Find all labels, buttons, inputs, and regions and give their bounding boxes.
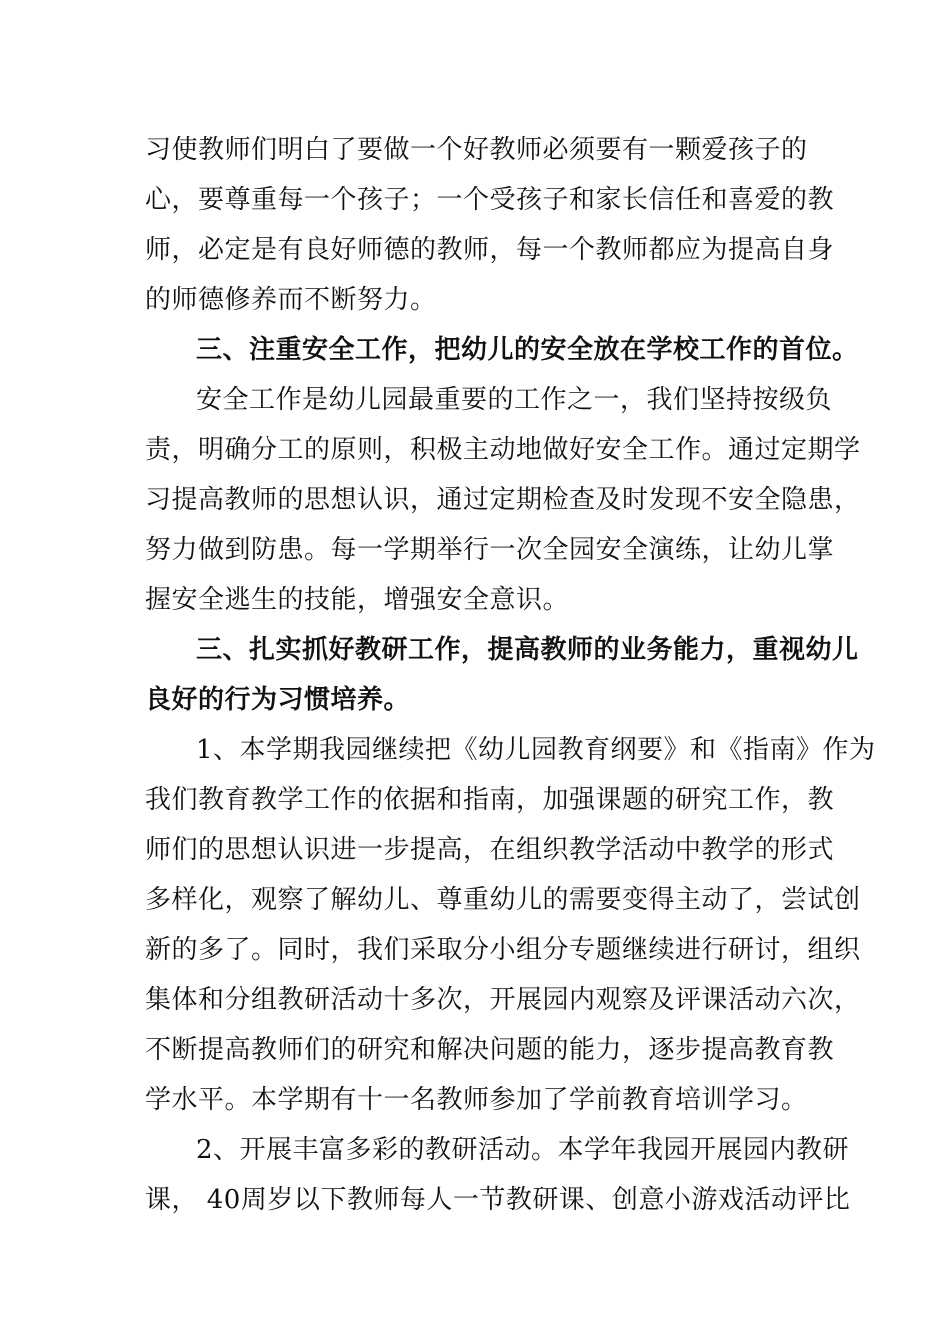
body-text-line: 师们的思想认识进一步提高，在组织教学活动中教学的形式 — [145, 835, 835, 865]
body-text-line: 习使教师们明白了要做一个好教师必须要有一颗爱孩子的 — [145, 135, 808, 165]
body-text-line: 我们教育教学工作的依据和指南，加强课题的研究工作，教 — [145, 785, 835, 815]
body-text-line: 新的多了。同时，我们采取分小组分专题继续进行研讨，组织 — [145, 935, 861, 965]
body-text-line: 师，必定是有良好师德的教师，每一个教师都应为提高自身 — [145, 235, 835, 265]
body-text-line: 课， 40周岁以下教师每人一节教研课、创意小游戏活动评比 — [145, 1185, 851, 1215]
body-text-line: 学水平。本学期有十一名教师参加了学前教育培训学习。 — [145, 1085, 808, 1115]
section-heading-safety: 三、注重安全工作，把幼儿的安全放在学校工作的首位。 — [196, 335, 859, 365]
body-text-line: 的师德修养而不断努力。 — [145, 285, 437, 315]
body-text-line: 集体和分组教研活动十多次，开展园内观察及评课活动六次， — [145, 985, 861, 1015]
body-text-line: 责，明确分工的原则，积极主动地做好安全工作。通过定期学 — [145, 435, 861, 465]
body-text-line: 努力做到防患。每一学期举行一次全园安全演练，让幼儿掌 — [145, 535, 835, 565]
body-text-line: 1、本学期我园继续把《幼儿园教育纲要》和《指南》作为 — [196, 735, 876, 765]
body-text-line: 安全工作是幼儿园最重要的工作之一，我们坚持按级负 — [196, 385, 833, 415]
section-heading-research: 三、扎实抓好教研工作，提高教师的业务能力，重视幼儿 — [196, 635, 859, 665]
body-text-line: 心，要尊重每一个孩子；一个受孩子和家长信任和喜爱的教 — [145, 185, 835, 215]
body-text-line: 握安全逃生的技能，增强安全意识。 — [145, 585, 570, 615]
body-text-line: 多样化，观察了解幼儿、尊重幼儿的需要变得主动了，尝试创 — [145, 885, 861, 915]
body-text-line: 习提高教师的思想认识，通过定期检查及时发现不安全隐患， — [145, 485, 861, 515]
body-text-line: 不断提高教师们的研究和解决问题的能力，逐步提高教育教 — [145, 1035, 835, 1065]
body-text-line: 2、开展丰富多彩的教研活动。本学年我园开展园内教研 — [196, 1135, 850, 1165]
section-heading-research-cont: 良好的行为习惯培养。 — [145, 685, 411, 715]
